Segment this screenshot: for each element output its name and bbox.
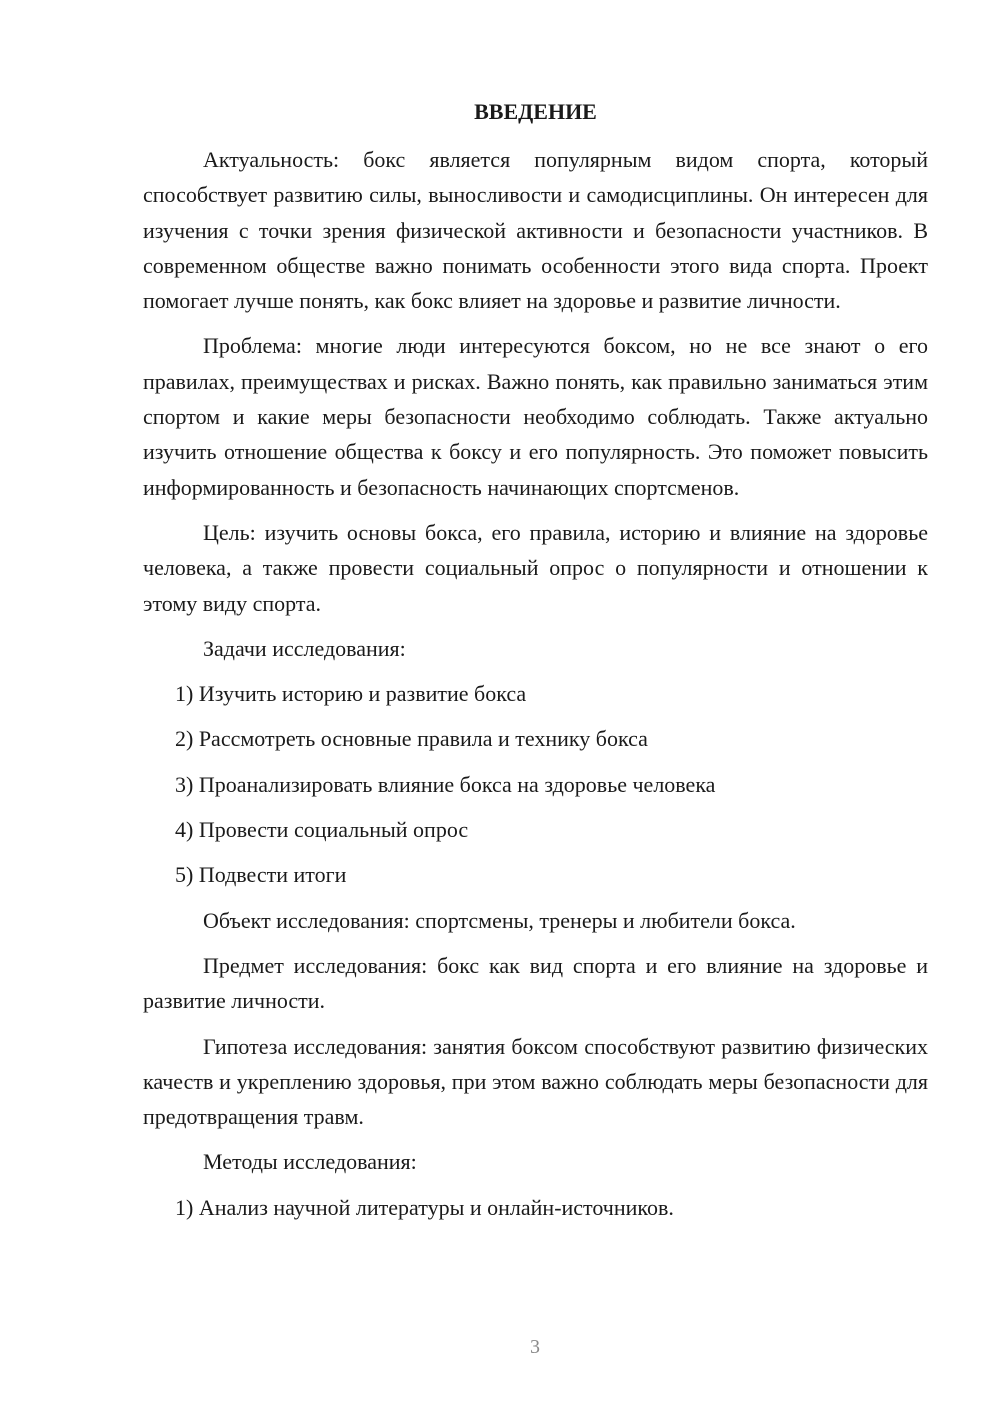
- page-title: ВВЕДЕНИЕ: [474, 99, 597, 124]
- list-item: 2) Рассмотреть основные правила и технику бокса: [175, 726, 648, 752]
- hypothesis-paragraph: Гипотеза исследования: занятия боксом способствуют развитию физических качеств и укреплению здоровья, при этом важно соблюдать меры безопасности для предотвращения травм.: [143, 1033, 928, 1130]
- list-item: 4) Провести социальный опрос: [175, 817, 469, 843]
- list-item: 3) Проанализировать влияние бокса на здоровье человека: [175, 771, 716, 797]
- subject-paragraph: Предмет исследования: бокс как вид спорта и его влияние на здоровье и развитие личности.: [143, 952, 928, 1014]
- list-item: 1) Изучить историю и развитие бокса: [175, 681, 527, 707]
- methods-list: [143, 1190, 928, 1225]
- tasks-heading: Задачи исследования:: [203, 635, 406, 661]
- page-content: [143, 96, 928, 1235]
- tasks-list: [143, 676, 928, 892]
- list-item: 5) Подвести итоги: [175, 862, 347, 888]
- problem-paragraph: Проблема: многие люди интересуются боксом, но не все знают о его правилах, преимуществах и рисках. Важно понять, как правильно заниматься этим спортом и какие меры безопасности необходимо соблюдать. Также актуально изучить отношение общества к боксу и его популярность. Это поможет повысить информированность и безопасность начинающих спортсменов.: [143, 333, 928, 500]
- object-paragraph: Объект исследования: спортсмены, тренеры и любители бокса.: [203, 907, 796, 933]
- list-item: 1) Анализ научной литературы и онлайн-источников.: [175, 1194, 674, 1220]
- goal-paragraph: Цель: изучить основы бокса, его правила, историю и влияние на здоровье человека, а также провести социальный опрос о популярности и отношении к этому виду спорта.: [143, 519, 928, 616]
- relevance-paragraph: Актуальность: бокс является популярным видом спорта, который способствует развитию силы, выносливости и самодисциплины. Он интересен для изучения с точки зрения физической активности и безопасности участников. В современном обществе важно понимать особенности этого вида спорта. Проект помогает лучше понять, как бокс влияет на здоровье и развитие личности.: [143, 147, 928, 314]
- page-number: 3: [530, 1336, 540, 1358]
- methods-heading: Методы исследования:: [203, 1149, 417, 1175]
